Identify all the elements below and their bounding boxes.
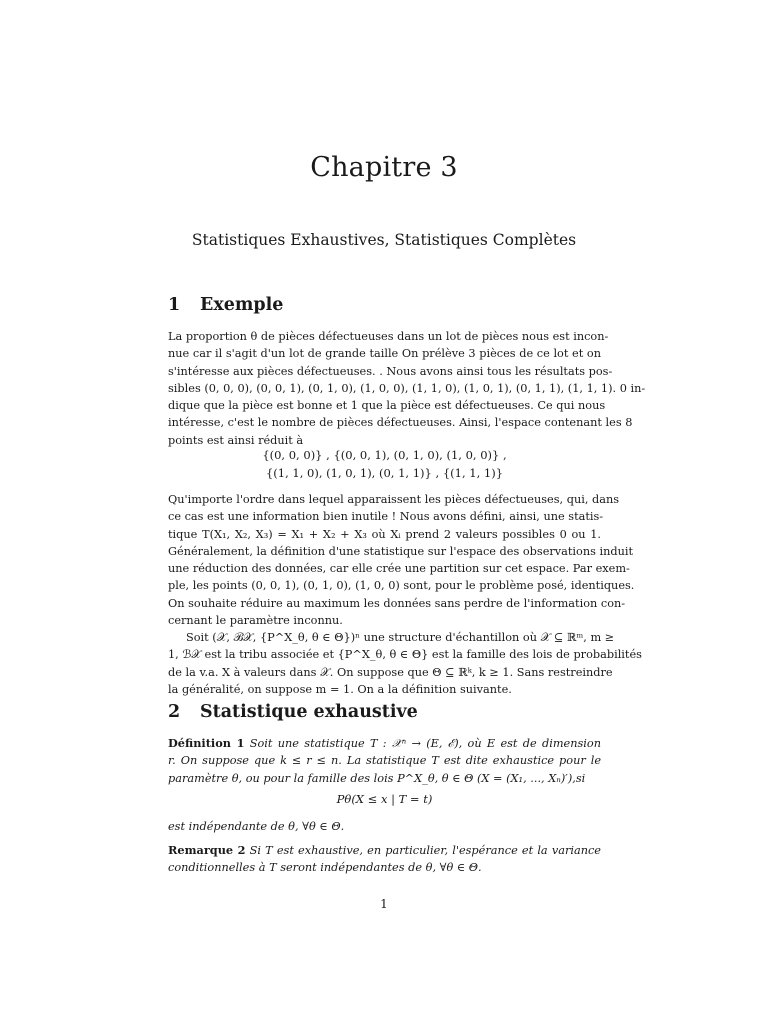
text-line: ce cas est une information bien inutile ! Nous avons défini, ainsi, une statis- <box>168 510 604 524</box>
page-number: 1 <box>380 897 388 911</box>
text-line: Qu'importe l'ordre dans lequel apparaissent les pièces défectueuses, qui, dans <box>168 493 620 506</box>
section-1-number: 1 <box>168 295 181 315</box>
text-line: Généralement, la définition d'une statistique sur l'espace des observations induit <box>168 544 634 558</box>
text-line: une réduction des données, car elle crée une partition sur cet espace. Par exem- <box>168 562 630 576</box>
text-line: intéresse, c'est le nombre de pièces défectueuses. Ainsi, l'espace contenant les 8 <box>168 416 633 430</box>
section-1-heading <box>168 295 283 315</box>
text-line: de la v.a. X à valeurs dans 𝒳. On suppose que Θ ⊆ ℝᵏ, k ≥ 1. Sans restreindre <box>168 665 613 679</box>
definition-conclusion: est indépendante de θ, ∀θ ∈ Θ. <box>168 820 345 833</box>
text-line: s'intéresse aux pièces défectueuses. . Nous avons ainsi tous les résultats pos- <box>168 364 613 378</box>
definition-1 <box>168 735 601 787</box>
remark-2 <box>168 842 601 877</box>
text-line: Soit (𝒳, ℬ𝒳, {P^X_θ, θ ∈ Θ})ⁿ une structure d'échantillon où 𝒳 ⊆ ℝᵐ, m ≥ <box>186 631 615 644</box>
text-line: La proportion θ de pièces défectueuses dans un lot de pièces nous est incon- <box>168 330 609 343</box>
definition-formula: Pθ(X ≤ x | T = t) <box>336 792 433 806</box>
text-line: On souhaite réduire au maximum les données sans perdre de l'information con- <box>168 596 626 610</box>
equation-line: {(1, 1, 0), (1, 0, 1), (0, 1, 1)} , {(1, 1, 1)} <box>265 465 504 480</box>
remark-text: Si T est exhaustive, en particulier, l'espérance et la variance <box>249 844 601 857</box>
definition-text: Soit une statistique T : 𝒳ⁿ → (E, ℰ), où E est de dimension <box>249 737 601 750</box>
text-line: cernant le paramètre inconnu. <box>168 614 343 628</box>
text-line: conditionnelles à T seront indépendantes de θ, ∀θ ∈ Θ. <box>168 861 482 875</box>
text-line: nue car il s'agit d'un lot de grande taille On prélève 3 pièces de ce lot et on <box>168 347 601 361</box>
text-line: paramètre θ, ou pour la famille des lois P^X_θ, θ ∈ Θ (X = (X₁, ..., Xₙ)′),si <box>168 771 586 785</box>
text-line <box>168 735 601 752</box>
section-2-number: 2 <box>168 702 181 722</box>
section-2-heading <box>168 702 418 722</box>
paragraph-1 <box>168 328 646 449</box>
text-line <box>168 842 601 859</box>
text-line: la généralité, on suppose m = 1. On a la définition suivante. <box>168 682 512 696</box>
text-line: sibles (0, 0, 0), (0, 0, 1), (0, 1, 0), (1, 0, 0), (1, 1, 0), (1, 0, 1), (0, 1, 1), (1, 1, 1). 0 in- <box>168 381 646 395</box>
text-line: points est ainsi réduit à <box>168 433 304 447</box>
equation-line: {(0, 0, 0)} , {(0, 0, 1), (0, 1, 0), (1, 0, 0)} , <box>262 448 507 462</box>
text-line: tique T(X₁, X₂, X₃) = X₁ + X₂ + X₃ où Xᵢ prend 2 valeurs possibles 0 ou 1. <box>168 527 601 541</box>
text-line: r. On suppose que k ≤ r ≤ n. La statistique T est dite exhaustice pour le <box>168 754 601 768</box>
paragraph-2 <box>168 491 635 629</box>
text-line: 1, ℬ𝒳 est la tribu associée et {P^X_θ, θ ∈ Θ} est la famille des lois de probabilités <box>168 648 642 662</box>
section-2-title: Statistique exhaustive <box>200 702 418 722</box>
display-equation-sets <box>168 447 601 482</box>
definition-label: Définition 1 <box>168 736 245 750</box>
remark-label: Remarque 2 <box>168 843 246 857</box>
section-1-title: Exemple <box>200 295 284 315</box>
chapter-subtitle: Statistiques Exhaustives, Statistiques Complètes <box>191 231 577 249</box>
text-line: ple, les points (0, 0, 1), (0, 1, 0), (1, 0, 0) sont, pour le problème posé, identiques. <box>168 579 635 593</box>
text-line: dique que la pièce est bonne et 1 que la pièce est défectueuses. Ce qui nous <box>168 399 606 413</box>
chapter-title: Chapitre 3 <box>310 152 458 183</box>
paragraph-3 <box>168 629 642 698</box>
